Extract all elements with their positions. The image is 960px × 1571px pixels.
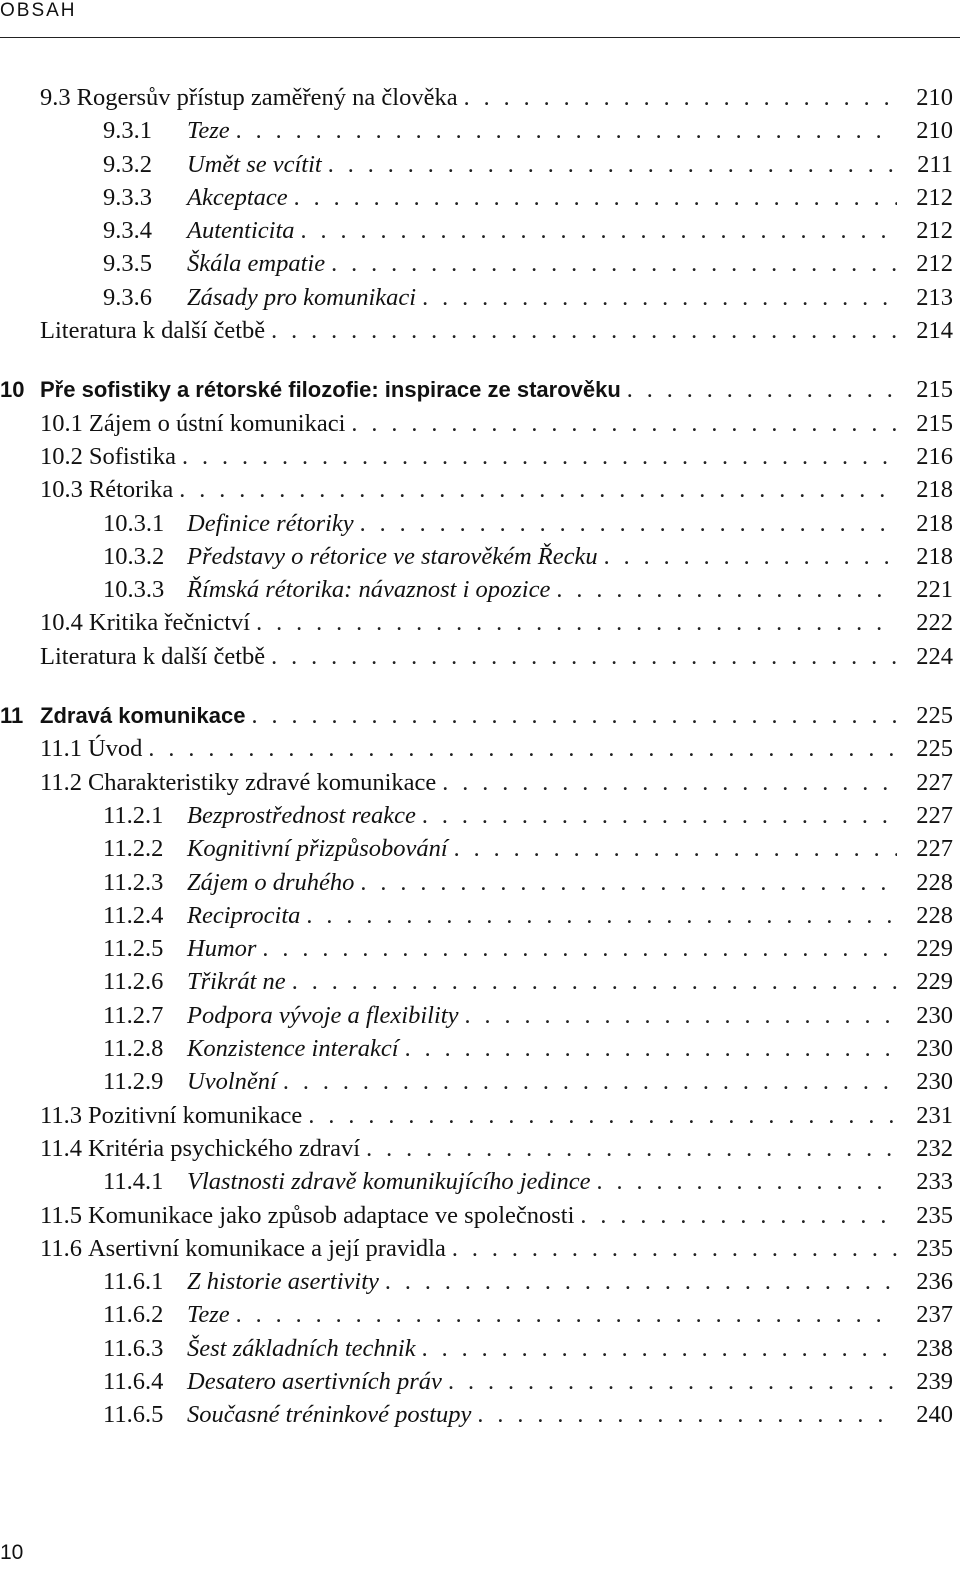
toc-entry-number: 11 bbox=[0, 703, 24, 729]
toc-entry-page: 211 bbox=[917, 150, 953, 178]
toc-entry-title: Pozitivní komunikace bbox=[87, 1101, 303, 1129]
toc-entry-page: 229 bbox=[916, 968, 953, 996]
toc-entry-page: 218 bbox=[916, 542, 953, 570]
toc-entry-number: 9.3.6 bbox=[103, 283, 152, 311]
toc-dot-leader bbox=[271, 640, 897, 674]
toc-dot-leader bbox=[292, 965, 897, 999]
toc-chapter-entry[interactable] bbox=[0, 699, 953, 732]
toc-entry-title: Vlastnosti zdravě komunikujícího jedince bbox=[187, 1168, 591, 1196]
toc-dot-leader bbox=[464, 999, 897, 1033]
toc-dot-leader bbox=[271, 314, 897, 348]
toc-dot-leader bbox=[477, 1398, 897, 1432]
toc-entry-title: Rogersův přístup zaměřený na člověka bbox=[76, 84, 458, 111]
toc-entry-page: 235 bbox=[916, 1234, 953, 1262]
toc-entry-number: 11.4.1 bbox=[103, 1168, 164, 1196]
toc-entry-title: Podpora vývoje a flexibility bbox=[187, 1001, 459, 1029]
toc-entry-page: 215 bbox=[916, 376, 953, 404]
toc-entry-number: 11.2.7 bbox=[103, 1001, 164, 1029]
toc-entry-title: Desatero asertivních práv bbox=[187, 1367, 442, 1395]
toc-subsection-entry[interactable] bbox=[0, 247, 953, 280]
toc-dot-leader bbox=[422, 1332, 897, 1366]
toc-entry-number: 11.6.1 bbox=[103, 1268, 164, 1296]
table-of-contents bbox=[0, 81, 953, 1432]
toc-dot-leader bbox=[328, 148, 897, 182]
toc-entry-title: Komunikace jako způsob adaptace ve společnosti bbox=[87, 1201, 575, 1229]
toc-dot-leader bbox=[405, 1032, 897, 1066]
toc-entry-number: 10.3 bbox=[40, 476, 83, 504]
toc-subsection-entry[interactable] bbox=[0, 1298, 953, 1331]
toc-entry-title: Charakteristiky zdravé komunikace bbox=[87, 768, 437, 796]
toc-subsection-entry[interactable] bbox=[0, 281, 953, 314]
toc-dot-leader bbox=[251, 699, 897, 733]
toc-entry-title: Zásady pro komunikaci bbox=[187, 283, 417, 311]
toc-dot-leader bbox=[306, 899, 897, 933]
toc-entry-page: 233 bbox=[916, 1168, 953, 1196]
toc-dot-leader bbox=[556, 573, 897, 607]
toc-subsection-entry[interactable] bbox=[0, 1032, 953, 1065]
toc-dot-leader bbox=[448, 1365, 897, 1399]
toc-section-entry[interactable] bbox=[0, 1099, 953, 1132]
toc-entry-page: 236 bbox=[916, 1268, 953, 1296]
toc-entry-number: 10.2 bbox=[40, 442, 83, 470]
toc-dot-leader bbox=[331, 247, 897, 281]
toc-dot-leader bbox=[464, 81, 897, 115]
toc-entry-title: Sofistika bbox=[88, 442, 176, 470]
toc-entry-title: Šest základních technik bbox=[187, 1334, 416, 1362]
toc-entry-page: 235 bbox=[916, 1201, 953, 1229]
toc-entry-number: 11.6.5 bbox=[103, 1401, 164, 1429]
toc-subsection-entry[interactable] bbox=[0, 866, 953, 899]
toc-dot-leader bbox=[308, 1099, 897, 1133]
toc-dot-leader bbox=[236, 114, 897, 148]
toc-entry-title: Literatura k další četbě bbox=[40, 642, 266, 670]
toc-entry-number: 10.3.1 bbox=[103, 509, 165, 537]
toc-entry-number: 11.5 bbox=[40, 1201, 82, 1229]
toc-entry-page: 212 bbox=[916, 183, 953, 211]
toc-entry-title: Bezprostřednost reakce bbox=[187, 801, 416, 829]
toc-dot-leader bbox=[360, 866, 897, 900]
toc-dot-leader bbox=[179, 473, 897, 507]
toc-entry-number: 11.2.3 bbox=[103, 868, 164, 896]
toc-entry-title: Zájem o ústní komunikaci bbox=[88, 409, 346, 437]
toc-entry-page: 231 bbox=[916, 1101, 953, 1129]
toc-entry-title: Zájem o druhého bbox=[187, 868, 355, 896]
toc-entry-number: 10.3.2 bbox=[103, 542, 165, 570]
toc-entry-page: 230 bbox=[916, 1001, 953, 1029]
toc-entry-title: Uvolnění bbox=[187, 1068, 277, 1096]
toc-entry-number: 11.2.1 bbox=[103, 801, 164, 829]
toc-entry-number: 9.3.4 bbox=[103, 217, 152, 245]
toc-section-entry[interactable] bbox=[0, 1132, 953, 1165]
toc-dot-leader bbox=[262, 932, 897, 966]
toc-subsection-entry[interactable] bbox=[0, 1065, 953, 1098]
toc-section-entry[interactable] bbox=[0, 606, 953, 639]
toc-entry-number: 11.2.6 bbox=[103, 968, 164, 996]
toc-entry-title: Autenticita bbox=[187, 217, 295, 245]
toc-entry-page: 230 bbox=[916, 1068, 953, 1096]
toc-entry-title: Kritéria psychického zdraví bbox=[87, 1134, 361, 1162]
toc-subsection-entry[interactable] bbox=[0, 540, 953, 573]
toc-entry-page: 212 bbox=[916, 217, 953, 245]
toc-entry-page: 229 bbox=[916, 935, 953, 963]
toc-entry-title: Reciprocita bbox=[187, 901, 301, 929]
page-number: 10 bbox=[0, 1541, 24, 1564]
toc-subsection-entry[interactable] bbox=[0, 1165, 953, 1198]
toc-dot-leader bbox=[351, 407, 897, 441]
toc-dot-leader bbox=[256, 606, 897, 640]
toc-subsection-entry[interactable] bbox=[0, 507, 953, 540]
toc-entry-page: 225 bbox=[916, 735, 953, 763]
toc-section-entry[interactable] bbox=[0, 314, 953, 347]
toc-subsection-entry[interactable] bbox=[0, 114, 953, 147]
toc-dot-leader bbox=[627, 373, 897, 407]
toc-entry-page: 222 bbox=[916, 609, 953, 637]
toc-entry-page: 228 bbox=[916, 868, 953, 896]
toc-entry-page: 239 bbox=[916, 1367, 953, 1395]
toc-dot-leader bbox=[580, 1199, 897, 1233]
toc-entry-number: 11.2 bbox=[40, 768, 82, 796]
toc-entry-title: Kognitivní přizpůsobování bbox=[187, 835, 448, 863]
toc-entry-number: 11.2.9 bbox=[103, 1068, 164, 1096]
toc-entry-page: 227 bbox=[916, 835, 953, 863]
toc-section-entry[interactable] bbox=[0, 766, 953, 799]
toc-entry-page: 240 bbox=[916, 1401, 953, 1429]
toc-subsection-entry[interactable] bbox=[0, 932, 953, 965]
toc-entry-page: 237 bbox=[916, 1301, 953, 1329]
toc-subsection-entry[interactable] bbox=[0, 148, 953, 181]
toc-section-entry[interactable] bbox=[0, 1232, 953, 1265]
toc-subsection-entry[interactable] bbox=[0, 1398, 953, 1431]
toc-entry-title: Současné tréninkové postupy bbox=[187, 1401, 472, 1429]
toc-entry-number: 9.3.2 bbox=[103, 150, 152, 178]
toc-entry-page: 215 bbox=[916, 409, 953, 437]
toc-entry-page: 227 bbox=[916, 801, 953, 829]
toc-dot-leader bbox=[283, 1065, 897, 1099]
toc-entry-page: 214 bbox=[916, 317, 953, 345]
toc-dot-leader bbox=[360, 507, 897, 541]
toc-entry-number: 10.3.3 bbox=[103, 576, 165, 604]
toc-entry-title: Literatura k další četbě bbox=[40, 317, 266, 345]
toc-entry-page: 227 bbox=[916, 768, 953, 796]
toc-entry-number: 11.1 bbox=[40, 735, 82, 763]
toc-dot-leader bbox=[385, 1265, 897, 1299]
toc-section-entry[interactable] bbox=[0, 473, 953, 506]
toc-dot-leader bbox=[294, 181, 897, 215]
toc-entry-page: 224 bbox=[916, 642, 953, 670]
toc-dot-leader bbox=[442, 766, 897, 800]
toc-entry-title: Zdravá komunikace bbox=[40, 703, 246, 729]
toc-dot-leader bbox=[366, 1132, 897, 1166]
toc-entry-number: 11.6.4 bbox=[103, 1367, 164, 1395]
toc-entry-number: 11.6 bbox=[40, 1234, 82, 1262]
toc-subsection-entry[interactable] bbox=[0, 1332, 953, 1365]
toc-entry-page: 232 bbox=[916, 1134, 953, 1162]
toc-dot-leader bbox=[422, 799, 897, 833]
toc-entry-title: Kritika řečnictví bbox=[88, 609, 251, 637]
toc-entry-title: Definice rétoriky bbox=[187, 509, 354, 537]
toc-entry-number: 9.3.3 bbox=[103, 183, 152, 211]
toc-section-entry[interactable] bbox=[0, 407, 953, 440]
toc-subsection-entry[interactable] bbox=[0, 999, 953, 1032]
toc-entry-title: Teze bbox=[187, 1301, 230, 1329]
toc-entry-number: 11.4 bbox=[40, 1134, 82, 1162]
toc-entry-title: Pře sofistiky a rétorské filozofie: inspirace ze starověku bbox=[40, 377, 621, 403]
toc-entry-number: 11.3 bbox=[40, 1101, 82, 1129]
toc-subsection-entry[interactable] bbox=[0, 899, 953, 932]
toc-entry-page: 212 bbox=[916, 250, 953, 278]
toc-subsection-entry[interactable] bbox=[0, 214, 953, 247]
toc-entry-page: 221 bbox=[916, 576, 953, 604]
toc-dot-leader bbox=[148, 732, 897, 766]
toc-dot-leader bbox=[301, 214, 898, 248]
toc-dot-leader bbox=[454, 832, 897, 866]
toc-entry-number: 11.2.2 bbox=[103, 835, 164, 863]
toc-entry-page: 238 bbox=[916, 1334, 953, 1362]
toc-entry-number: 9.3.1 bbox=[103, 117, 152, 145]
toc-entry-title: Umět se vcítit bbox=[187, 150, 322, 178]
toc-entry-number: 9.3.5 bbox=[103, 250, 152, 278]
toc-entry-title: Škála empatie bbox=[187, 250, 326, 278]
toc-subsection-entry[interactable] bbox=[0, 181, 953, 214]
toc-section-entry[interactable] bbox=[0, 1199, 953, 1232]
toc-entry-number: 11.2.5 bbox=[103, 935, 164, 963]
header-rule bbox=[0, 37, 960, 38]
toc-subsection-entry[interactable] bbox=[0, 1365, 953, 1398]
toc-entry-title: Římská rétorika: návaznost i opozice bbox=[187, 576, 551, 604]
toc-entry-number: 10.4 bbox=[40, 609, 83, 637]
toc-entry-page: 225 bbox=[916, 702, 953, 730]
toc-entry-title: Konzistence interakcí bbox=[187, 1035, 399, 1063]
toc-dot-leader bbox=[182, 440, 897, 474]
toc-entry-number: 11.6.2 bbox=[103, 1301, 164, 1329]
toc-dot-leader bbox=[604, 540, 897, 574]
toc-section-entry[interactable] bbox=[0, 732, 953, 765]
toc-entry-number: 11.2.8 bbox=[103, 1035, 164, 1063]
toc-entry-page: 218 bbox=[916, 509, 953, 537]
toc-section-entry[interactable] bbox=[0, 640, 953, 673]
toc-chapter-entry[interactable] bbox=[0, 373, 953, 406]
toc-entry-page: 213 bbox=[916, 283, 953, 311]
toc-entry-page: 228 bbox=[916, 901, 953, 929]
toc-entry-number: 10.1 bbox=[40, 409, 83, 437]
toc-entry-title: Humor bbox=[187, 935, 257, 963]
toc-entry-number: 11.2.4 bbox=[103, 901, 164, 929]
toc-entry-title: Třikrát ne bbox=[187, 968, 286, 996]
toc-subsection-entry[interactable] bbox=[0, 1265, 953, 1298]
toc-entry-page: 210 bbox=[916, 84, 953, 111]
toc-entry-page: 210 bbox=[916, 117, 953, 145]
toc-entry-page: 218 bbox=[916, 476, 953, 504]
toc-section-entry[interactable] bbox=[0, 440, 953, 473]
toc-dot-leader bbox=[452, 1232, 897, 1266]
toc-entry-title: Z historie asertivity bbox=[187, 1268, 379, 1296]
toc-subsection-entry[interactable] bbox=[0, 832, 953, 865]
toc-entry-title: Asertivní komunikace a její pravidla bbox=[87, 1234, 446, 1262]
toc-section-entry[interactable] bbox=[0, 81, 953, 114]
toc-entry-number: 9.3 bbox=[40, 84, 71, 111]
toc-subsection-entry[interactable] bbox=[0, 799, 953, 832]
toc-entry-title: Akceptace bbox=[187, 183, 288, 211]
toc-dot-leader bbox=[422, 281, 897, 315]
toc-entry-title: Teze bbox=[187, 117, 230, 145]
toc-entry-number: 11.6.3 bbox=[103, 1334, 164, 1362]
toc-entry-title: Rétorika bbox=[88, 476, 174, 504]
toc-entry-page: 230 bbox=[916, 1035, 953, 1063]
toc-dot-leader bbox=[236, 1298, 897, 1332]
toc-subsection-entry[interactable] bbox=[0, 965, 953, 998]
toc-entry-title: Úvod bbox=[87, 735, 143, 763]
toc-entry-title: Představy o rétorice ve starověkém Řecku bbox=[187, 542, 598, 570]
toc-subsection-entry[interactable] bbox=[0, 573, 953, 606]
toc-entry-page: 216 bbox=[916, 442, 953, 470]
toc-entry-number: 10 bbox=[0, 377, 25, 403]
running-header: OBSAH bbox=[0, 0, 77, 21]
toc-dot-leader bbox=[596, 1165, 897, 1199]
